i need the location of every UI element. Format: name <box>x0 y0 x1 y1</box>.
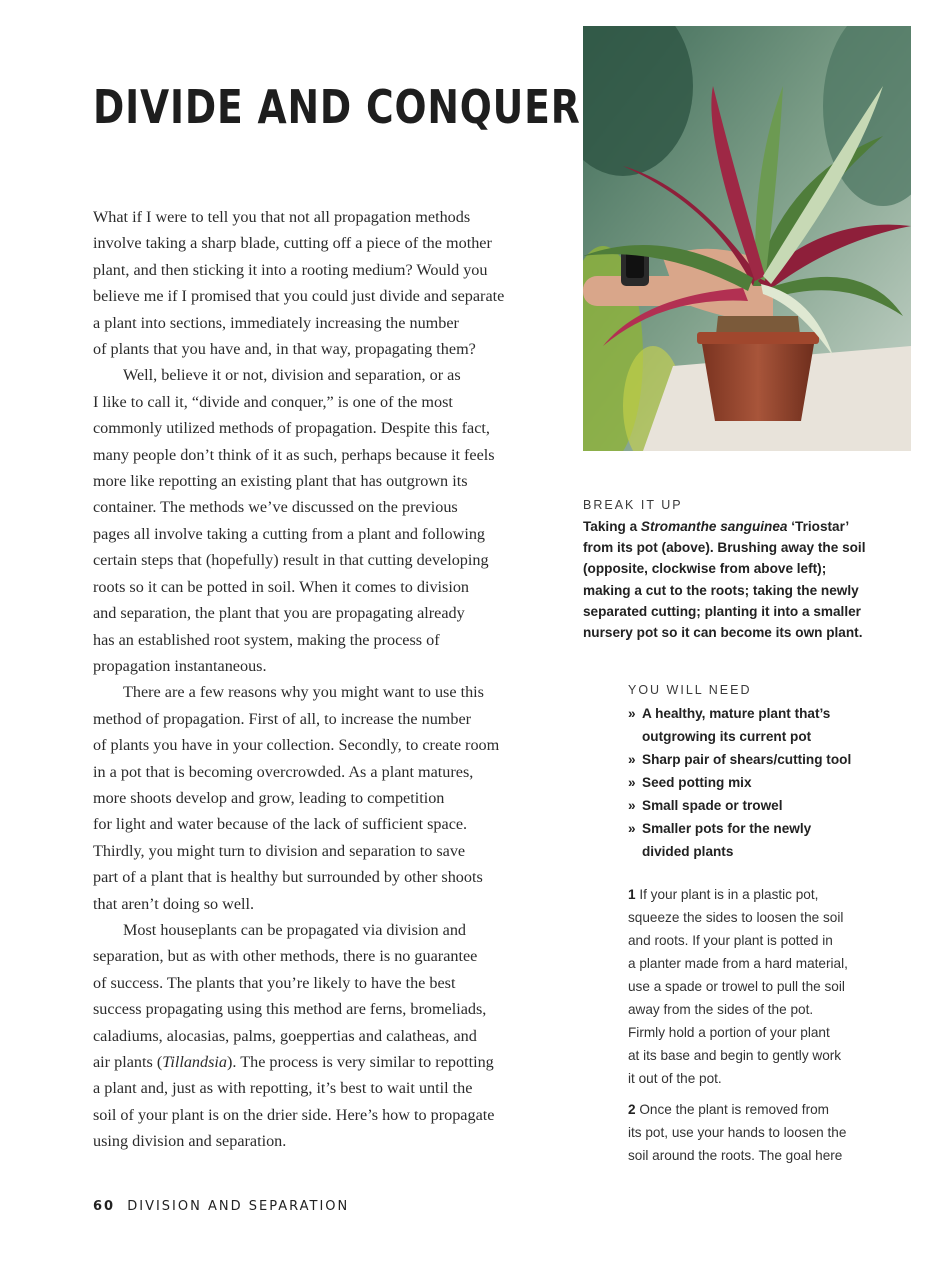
bullet-icon: » <box>628 706 636 721</box>
body-line: propagation instantaneous. <box>93 656 267 675</box>
step-text: Once the plant is removed from <box>639 1102 829 1117</box>
list-item-text: Sharp pair of shears/cutting tool <box>642 752 852 767</box>
body-line: success propagating using this method are ferns, bromeliads, <box>93 1000 487 1019</box>
page-footer <box>93 1199 349 1214</box>
body-line: What if I were to tell you that not all propagation methods <box>93 208 471 226</box>
body-line: of success. The plants that you’re likely to have the best <box>93 973 456 992</box>
body-line: Thirdly, you might turn to division and separation to save <box>93 841 466 860</box>
body-line: and separation, the plant that you are propagating already <box>93 604 465 623</box>
instruction-steps <box>628 883 918 1167</box>
bullet-icon: » <box>628 798 636 813</box>
paragraph-3 <box>93 679 553 917</box>
body-line: more shoots develop and grow, leading to competition <box>93 788 445 807</box>
body-line: Most houseplants can be propagated via division and <box>123 920 467 939</box>
step-line: use a spade or trowel to pull the soil <box>628 979 845 994</box>
you-will-need-list <box>628 702 918 863</box>
list-item <box>628 702 918 748</box>
body-line: a plant and, just as with repotting, it’s best to wait until the <box>93 1079 473 1098</box>
body-line: caladiums, alocasias, palms, goeppertias and calatheas, and <box>93 1026 477 1045</box>
step-line: a planter made from a hard material, <box>628 956 848 971</box>
step-text: If your plant is in a plastic pot, <box>639 887 819 902</box>
latin-name: Tillandsia <box>162 1053 228 1071</box>
section-name: DIVISION AND SEPARATION <box>127 1199 350 1214</box>
you-will-need-heading: YOU WILL NEED <box>628 683 752 697</box>
step-line: at its base and begin to gently work <box>628 1048 842 1063</box>
step-line: away from the sides of the pot. <box>628 1002 814 1017</box>
list-item-text: Seed potting mix <box>642 775 752 790</box>
step-line <box>628 883 918 906</box>
body-text-run: air plants ( <box>93 1053 163 1071</box>
step-line: squeeze the sides to loosen the soil <box>628 910 844 925</box>
bullet-icon: » <box>628 775 636 790</box>
paragraph-2 <box>93 362 553 679</box>
body-line: There are a few reasons why you might want to use this <box>123 683 484 702</box>
body-line: a plant into sections, immediately increasing the number <box>93 313 459 332</box>
caption-line: nursery pot so it can become its own plant. <box>583 625 863 641</box>
body-line: commonly utilized methods of propagation. Despite this fact, <box>93 419 490 438</box>
caption-line: from its pot (above). Brushing away the soil <box>583 540 866 556</box>
page-number: 60 <box>93 1199 116 1214</box>
list-item <box>628 817 918 863</box>
step-line: soil around the roots. The goal here <box>628 1148 843 1163</box>
body-line: roots so it can be potted in soil. When it comes to division <box>93 577 470 596</box>
bullet-icon: » <box>628 821 636 836</box>
bullet-icon: » <box>628 752 636 767</box>
body-text-run: ). The process is very similar to repotting <box>227 1053 494 1071</box>
caption-line: (opposite, clockwise from above left); <box>583 561 827 577</box>
step-1 <box>628 883 918 1090</box>
step-line: its pot, use your hands to loosen the <box>628 1125 847 1140</box>
caption-latin-name: Stromanthe sanguinea <box>640 519 788 534</box>
plant-photo <box>583 26 911 451</box>
body-line: container. The methods we’ve discussed on the previous <box>93 498 458 517</box>
body-line: part of a plant that is healthy but surrounded by other shoots <box>93 868 483 887</box>
caption-text-run: Taking a <box>583 519 641 534</box>
step-line: it out of the pot. <box>628 1071 722 1086</box>
body-line: pages all involve taking a cutting from a plant and following <box>93 524 486 543</box>
body-line <box>93 1049 553 1075</box>
step-2 <box>628 1098 918 1167</box>
list-item <box>628 771 918 794</box>
body-line: method of propagation. First of all, to increase the number <box>93 709 472 728</box>
body-text <box>93 204 553 1155</box>
body-line: of plants that you have and, in that way, propagating them? <box>93 340 476 359</box>
body-line: I like to call it, “divide and conquer,” is one of the most <box>93 392 453 411</box>
caption-text-run: ‘Triostar’ <box>787 519 850 534</box>
body-line: involve taking a sharp blade, cutting off a piece of the mother <box>93 234 492 253</box>
photo-caption <box>583 516 913 643</box>
caption-line <box>583 516 913 537</box>
caption-heading: BREAK IT UP <box>583 498 683 512</box>
list-item-text: Small spade or trowel <box>642 798 783 813</box>
body-line: of plants you have in your collection. Secondly, to create room <box>93 736 500 755</box>
list-item <box>628 794 918 817</box>
page-title: DIVIDE AND CONQUER <box>93 80 581 134</box>
list-item-text: Smaller pots for the newly <box>642 821 812 836</box>
list-item-text: divided plants <box>642 844 734 859</box>
step-line: and roots. If your plant is potted in <box>628 933 833 948</box>
body-line: certain steps that (hopefully) result in that cutting developing <box>93 551 489 570</box>
list-item-text: outgrowing its current pot <box>642 729 812 744</box>
body-line: for light and water because of the lack of sufficient space. <box>93 815 468 834</box>
body-line: soil of your plant is on the drier side. Here’s how to propagate <box>93 1105 495 1124</box>
body-line: separation, but as with other methods, there is no guarantee <box>93 947 478 966</box>
paragraph-4 <box>93 917 553 1155</box>
body-line: in a pot that is becoming overcrowded. As a plant matures, <box>93 762 474 781</box>
caption-line: separated cutting; planting it into a smaller <box>583 603 861 619</box>
list-item-text: A healthy, mature plant that’s <box>642 706 831 721</box>
step-line: Firmly hold a portion of your plant <box>628 1025 830 1040</box>
step-number: 1 <box>628 887 636 902</box>
body-line: that aren’t doing so well. <box>93 894 255 913</box>
body-line: believe me if I promised that you could just divide and separate <box>93 287 505 306</box>
body-line: Well, believe it or not, division and separation, or as <box>123 366 461 385</box>
list-item <box>628 748 918 771</box>
caption-line: making a cut to the roots; taking the newly <box>583 582 859 598</box>
body-line: many people don’t think of it as such, perhaps because it feels <box>93 445 495 464</box>
body-line: more like repotting an existing plant that has outgrown its <box>93 472 468 491</box>
body-line: using division and separation. <box>93 1132 287 1151</box>
body-line: plant, and then sticking it into a rooting medium? Would you <box>93 260 488 279</box>
body-line: has an established root system, making the process of <box>93 630 440 649</box>
step-number: 2 <box>628 1102 636 1117</box>
step-line <box>628 1098 918 1121</box>
paragraph-1 <box>93 204 553 362</box>
